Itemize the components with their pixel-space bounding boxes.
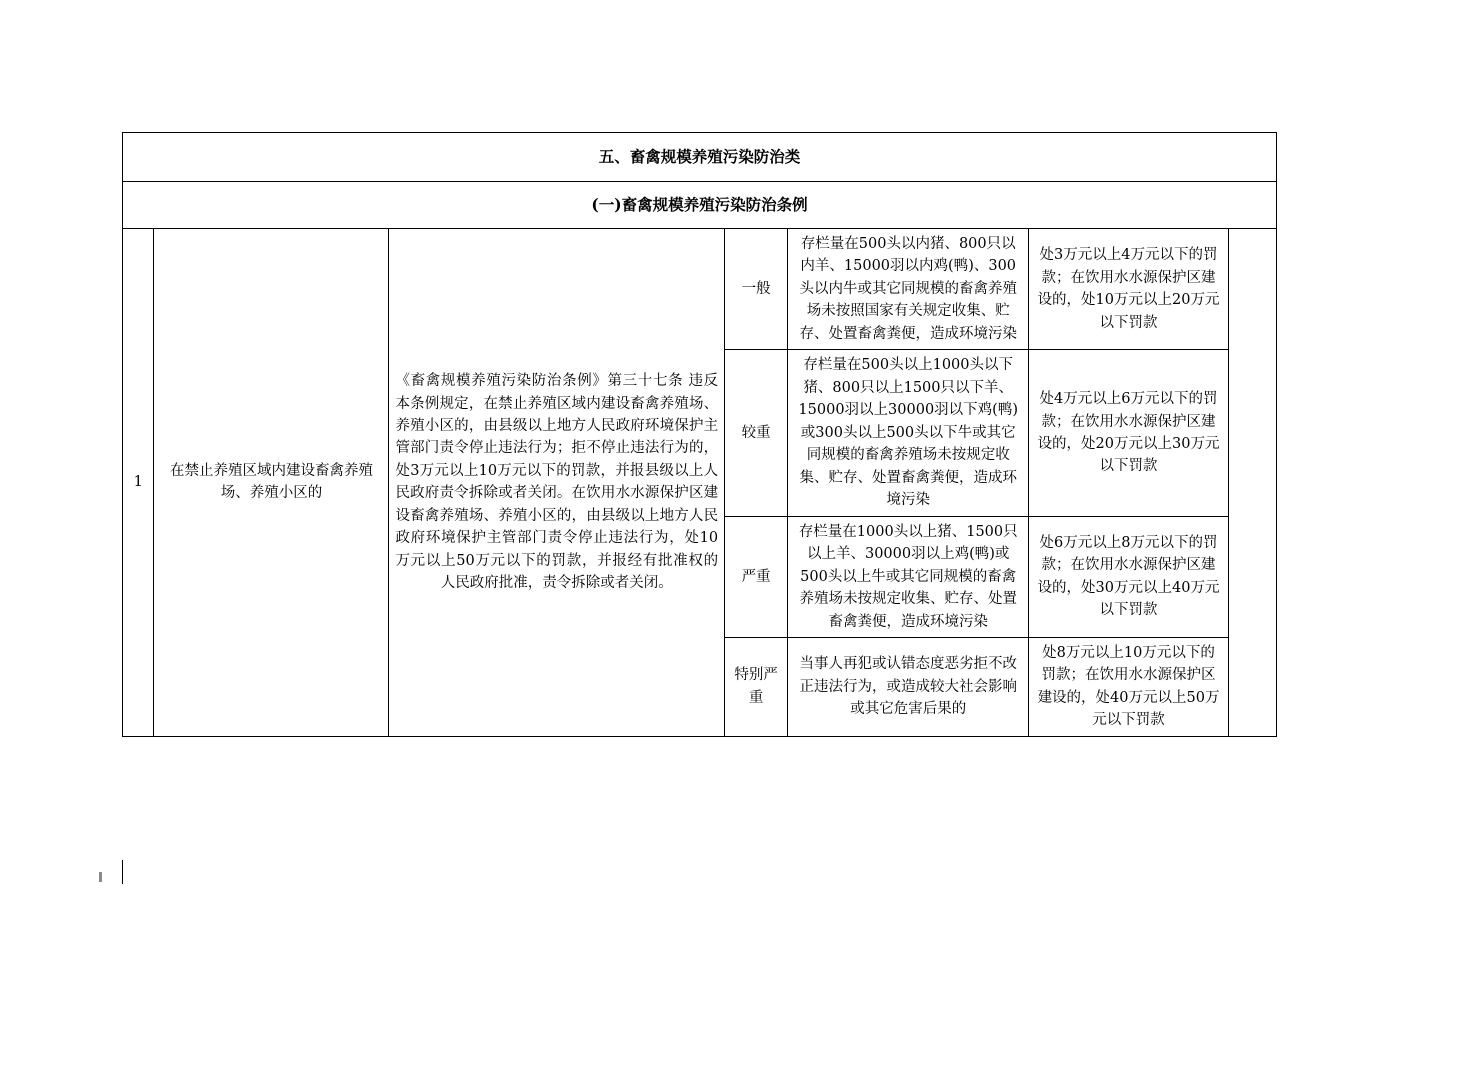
severity-description: 当事人再犯或认错态度恶劣拒不改正违法行为，或造成较大社会影响或其它危害后果的 bbox=[788, 637, 1029, 736]
remarks-column bbox=[1228, 229, 1276, 737]
penalty-amount: 处3万元以上4万元以下的罚款；在饮用水水源保护区建设的，处10万元以上20万元以下罚款 bbox=[1029, 229, 1228, 350]
row-number: 1 bbox=[123, 229, 154, 737]
severity-description: 存栏量在1000头以上猪、1500只以上羊、30000羽以上鸡(鸭)或500头以上牛或其它同规模的畜禽养殖场未按规定收集、贮存、处置畜禽粪便，造成环境污染 bbox=[788, 516, 1029, 637]
severity-description: 存栏量在500头以上1000头以下猪、800只以上1500只以下羊、15000羽以上30000羽以下鸡(鸭)或300头以上500头以下牛或其它同规模的畜禽养殖场未按规定收集、贮存、处置畜禽粪便，造成环境污染 bbox=[788, 350, 1029, 516]
table-row bbox=[123, 229, 1277, 350]
severity-level: 特别严重 bbox=[725, 637, 788, 736]
penalty-amount: 处8万元以上10万元以下的罚款；在饮用水水源保护区建设的，处40万元以上50万元以下罚款 bbox=[1029, 637, 1228, 736]
page-margin-mark bbox=[99, 872, 102, 882]
severity-level: 一般 bbox=[725, 229, 788, 350]
legal-basis: 《畜禽规模养殖污染防治条例》第三十七条 违反本条例规定，在禁止养殖区域内建设畜禽养殖场、养殖小区的，由县级以上地方人民政府环境保护主管部门责令停止违法行为；拒不停止违法行为的，处3万元以上10万元以下的罚款，并报县级以上人民政府责令拆除或者关闭。在饮用水水源保护区建设畜禽养殖场、养殖小区的，由县级以上地方人民政府环境保护主管部门责令停止违法行为，处10万元以上50万元以下的罚款，并报经有批准权的人民政府批准，责令拆除或者关闭。 bbox=[389, 229, 725, 737]
penalty-amount: 处4万元以上6万元以下的罚款；在饮用水水源保护区建设的，处20万元以上30万元以下罚款 bbox=[1029, 350, 1228, 516]
section-title: 五、畜禽规模养殖污染防治类 bbox=[123, 133, 1277, 182]
severity-description: 存栏量在500头以内猪、800只以内羊、15000羽以内鸡(鸭)、300头以内牛或其它同规模的畜禽养殖场未按照国家有关规定收集、贮存、处置畜禽粪便，造成环境污染 bbox=[788, 229, 1029, 350]
table-subsection-title-row bbox=[123, 182, 1277, 229]
penalty-standards-table bbox=[122, 132, 1277, 737]
violation-item: 在禁止养殖区域内建设畜禽养殖场、养殖小区的 bbox=[154, 229, 389, 737]
table-section-title-row bbox=[123, 133, 1277, 182]
page-margin-tick bbox=[122, 860, 123, 884]
penalty-amount: 处6万元以上8万元以下的罚款；在饮用水水源保护区建设的，处30万元以上40万元以下罚款 bbox=[1029, 516, 1228, 637]
severity-level: 严重 bbox=[725, 516, 788, 637]
subsection-title: (一)畜禽规模养殖污染防治条例 bbox=[123, 182, 1277, 229]
severity-level: 较重 bbox=[725, 350, 788, 516]
